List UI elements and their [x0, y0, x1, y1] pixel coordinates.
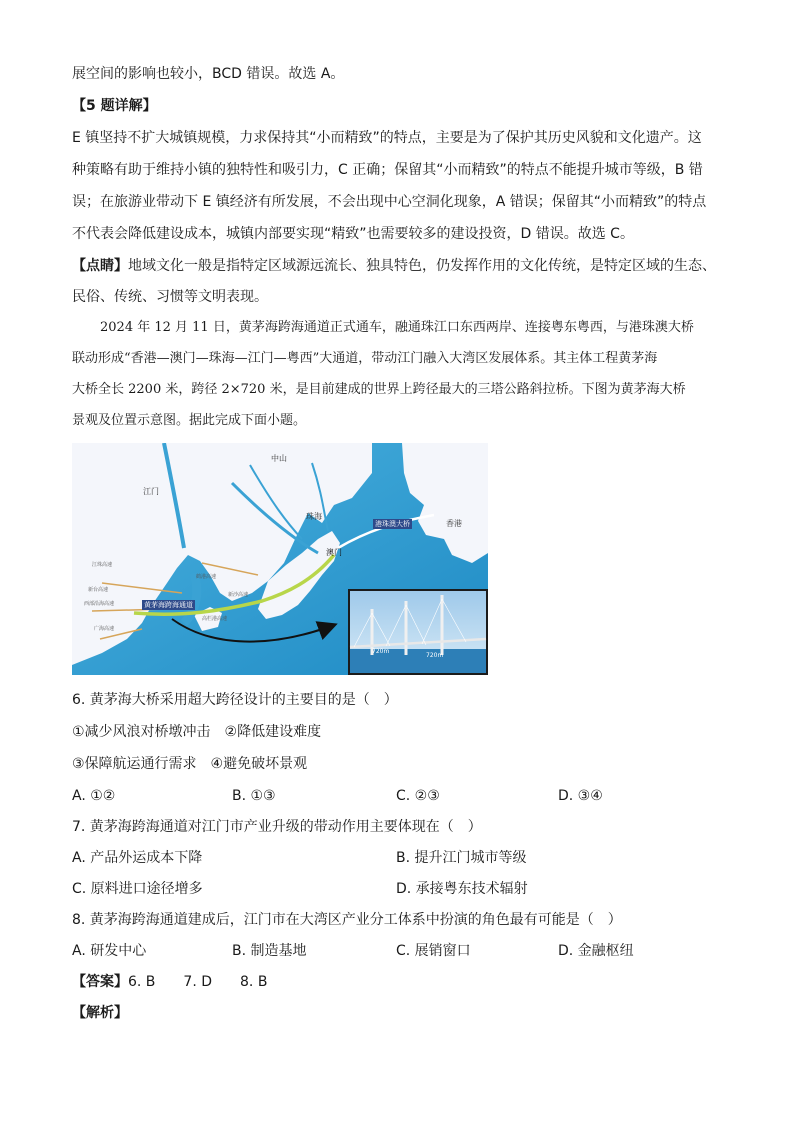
answer-label: 【答案】 — [72, 974, 128, 990]
answer-line — [72, 972, 267, 992]
map-label-road: 西部沿海高速 — [84, 601, 115, 607]
answer-7: 7. D — [183, 974, 213, 990]
q5-text-line: 不代表会降低建设成本，城镇内部要实现“精致”也需要较多的建设投资，D 错误。故选 C。 — [72, 226, 634, 242]
q5-text-line: 误；在旅游业带动下 E 镇经济有所发展，不会出现中心空洞化现象，A 错误；保留其“小而精致”的特点 — [72, 194, 707, 210]
q5-heading: 【5 题详解】 — [72, 98, 157, 114]
q6-option-d: D. ③④ — [558, 788, 603, 804]
map-label-road: 新沙高速 — [228, 592, 249, 598]
map-label-macau: 澳门 — [326, 548, 342, 557]
q7-stem: 7. 黄茅海跨海通道对江门市产业升级的带动作用主要体现在（ ） — [72, 819, 482, 835]
q8-option-c: C. 展销窗口 — [396, 943, 471, 959]
span-label: 720m — [372, 648, 390, 655]
map-label-hzm-bridge: 港珠澳大桥 — [375, 520, 410, 528]
intro-line: 2024 年 12 月 11 日，黄茅海跨海通道正式通车，融通珠江口东西两岸、连接粤东粤西，与港珠澳大桥 — [100, 320, 694, 335]
map-label-jiangmen: 江门 — [143, 487, 159, 496]
q6-option-c: C. ②③ — [396, 788, 440, 804]
map-label-road: 鹤港高速 — [196, 574, 217, 580]
prev-conclusion: 展空间的影响也较小，BCD 错误。故选 A。 — [72, 66, 345, 82]
q6-option-b: B. ①③ — [232, 788, 276, 804]
map-label-road: 广海高速 — [94, 626, 115, 632]
map-label-hongkong: 香港 — [446, 519, 462, 528]
q5-text-line: E 镇坚持不扩大城镇规模，力求保持其“小而精致”的特点，主要是为了保护其历史风貌和文化遗产。这 — [72, 130, 702, 146]
q8-stem: 8. 黄茅海跨海通道建成后，江门市在大湾区产业分工体系中扮演的角色最有可能是（ ） — [72, 912, 622, 928]
q6-items: ①减少风浪对桥墩冲击 ②降低建设难度 — [72, 724, 322, 740]
map-label-road: 江珠高速 — [92, 562, 113, 568]
note-line — [72, 256, 716, 276]
intro-line: 联动形成“香港—澳门—珠海—江门—粤西”大通道，带动江门融入大湾区发展体系。其主体工程黄茅海 — [72, 351, 658, 366]
note-label: 【点睛】 — [72, 258, 128, 274]
q8-option-d: D. 金融枢纽 — [558, 943, 634, 959]
answer-6: 6. B — [128, 974, 156, 990]
intro-line: 景观及位置示意图。据此完成下面小题。 — [72, 413, 307, 428]
q7-option-a: A. 产品外运成本下降 — [72, 850, 203, 866]
map-label-hmh-channel: 黄茅海跨海通道 — [144, 601, 193, 609]
q6-items: ③保障航运通行需求 ④避免破坏景观 — [72, 756, 308, 772]
bridge-photo-inset — [348, 589, 488, 675]
analysis-heading: 【解析】 — [72, 1005, 128, 1021]
note-text-line: 民俗、传统、习惯等文明表现。 — [72, 289, 268, 305]
answer-8: 8. B — [240, 974, 268, 990]
map-label-road: 新台高速 — [88, 587, 109, 593]
q7-option-b: B. 提升江门城市等级 — [396, 850, 527, 866]
intro-line: 大桥全长 2200 米，跨径 2×720 米，是目前建成的世界上跨径最大的三塔公路斜拉桥。下图为黄茅海大桥 — [72, 382, 686, 397]
q8-option-b: B. 制造基地 — [232, 943, 307, 959]
map-label-zhongshan: 中山 — [271, 454, 287, 463]
map-label-road: 高栏港高速 — [202, 616, 228, 622]
q6-stem: 6. 黄茅海大桥采用超大跨径设计的主要目的是（ ） — [72, 692, 398, 708]
note-text: 地域文化一般是指特定区域源远流长、独具特色，仍发挥作用的文化传统，是特定区域的生态、 — [128, 258, 716, 274]
span-label: 720m — [426, 652, 444, 659]
q7-option-d: D. 承接粤东技术辐射 — [396, 881, 528, 897]
bridge-location-map — [72, 443, 488, 675]
map-label-zhuhai: 珠海 — [306, 512, 322, 521]
q8-option-a: A. 研发中心 — [72, 943, 147, 959]
q6-option-a: A. ①② — [72, 788, 116, 804]
q7-option-c: C. 原料进口途径增多 — [72, 881, 203, 897]
q5-text-line: 种策略有助于维持小镇的独特性和吸引力，C 正确；保留其“小而精致”的特点不能提升城市等级，B 错 — [72, 162, 703, 178]
